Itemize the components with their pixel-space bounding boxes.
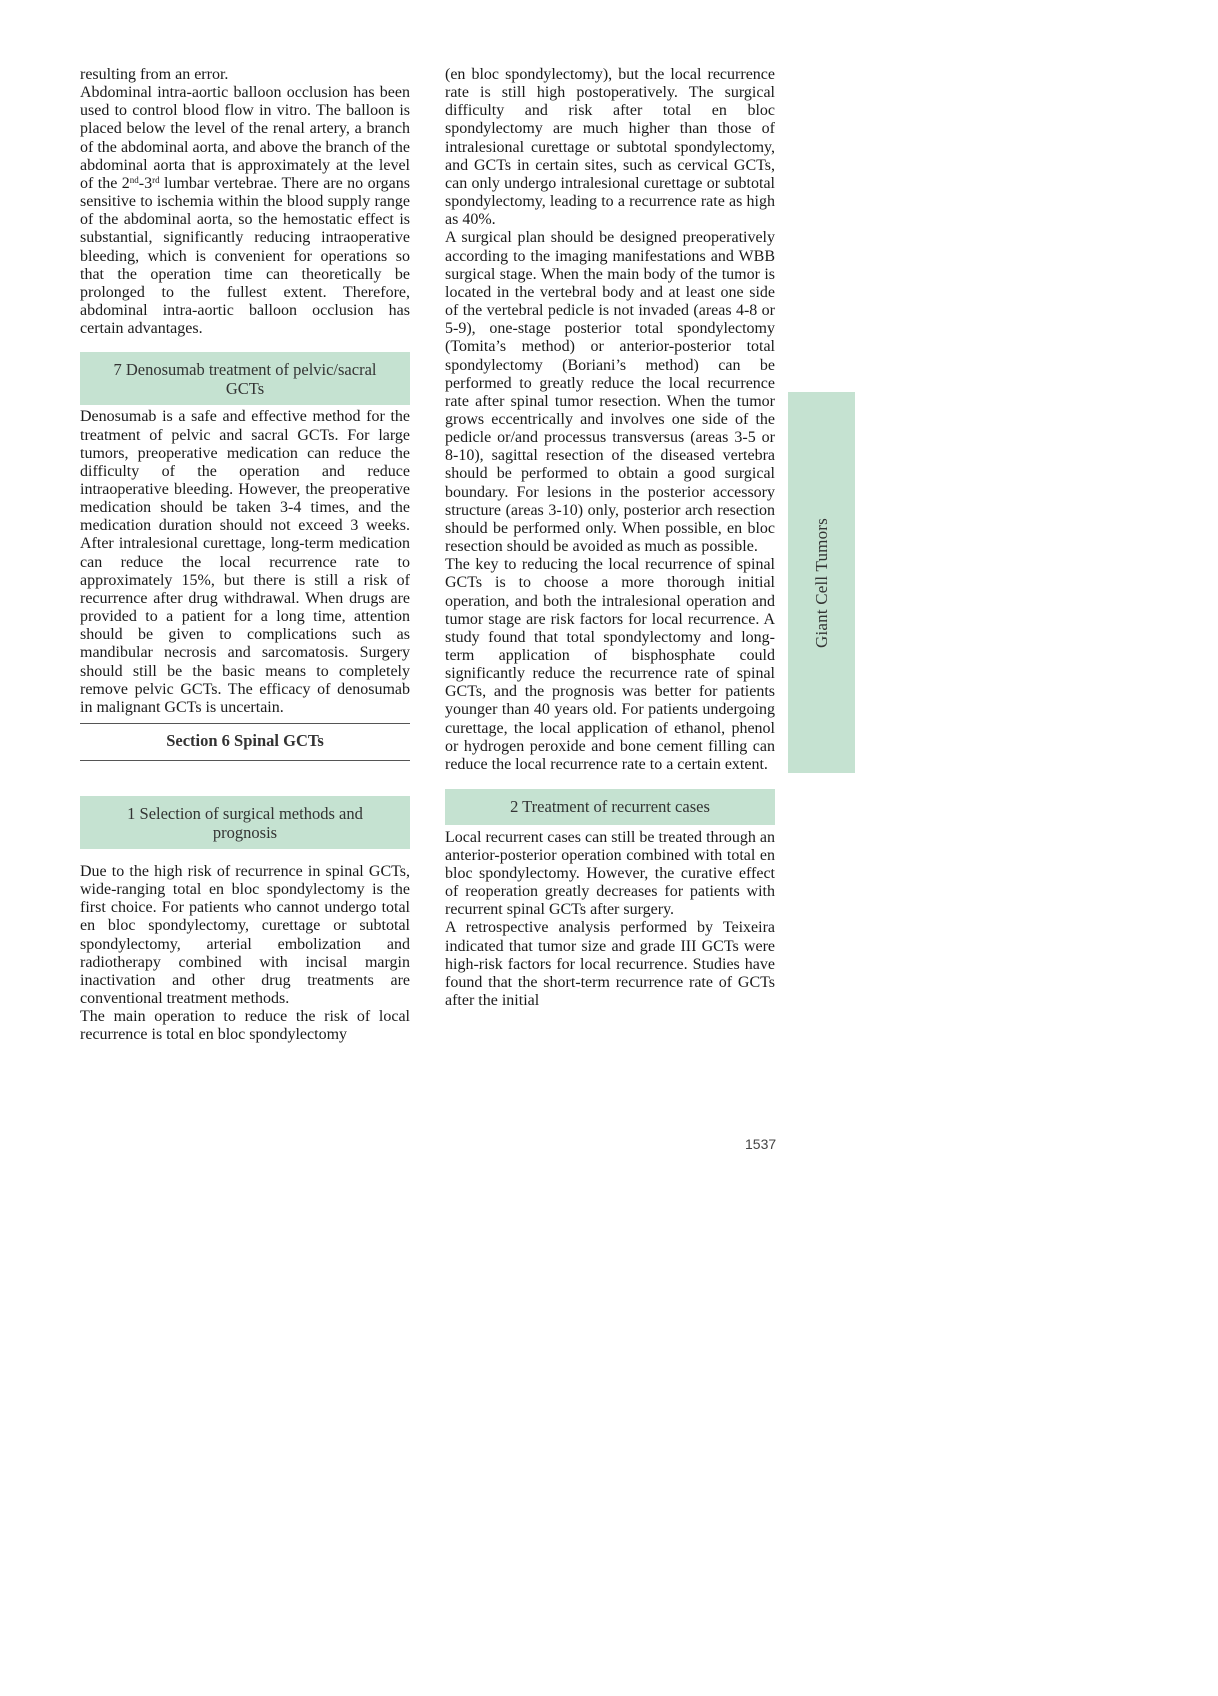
right-paragraph-1: (en bloc spondylectomy), but the local recurrence rate is still high postoperatively. The surgical difficulty and risk after total en bloc spondylectomy are much higher than those of intralesional curettage or subtotal spondylectomy, and GCTs in certain sites, such as cervical GCTs, can only undergo intralesional curettage or subtotal spondylectomy, leading to a recurrence rate as high as 40%. <box>445 66 775 229</box>
right-paragraph-4: Local recurrent cases can still be treated through an anterior-posterior operation combined with total en bloc spondylectomy. However, the curative effect of reoperation greatly decreases for patients with recurrent spinal GCTs after surgery. <box>445 828 775 919</box>
side-tab <box>788 392 855 773</box>
left-column <box>80 66 410 1045</box>
left-paragraph-4: Due to the high risk of recurrence in spinal GCTs, wide-ranging total en bloc spondylectomy is the first choice. For patients who cannot undergo total en bloc spondylectomy, curettage or subtotal spondylectomy, arterial embolization and radiotherapy combined with incisal margin inactivation and other drug treatments are conventional treatment methods. <box>80 863 410 1008</box>
heading-surgical-methods: 1 Selection of surgical methods and prognosis <box>80 796 410 849</box>
heading-recurrent-cases: 2 Treatment of recurrent cases <box>445 789 775 825</box>
left-paragraph-2-part-c: lumbar vertebrae. There are no organs sensitive to ischemia within the blood supply range of the abdominal aorta, so the hemostatic effect is substantial, significantly reducing intraoperative bleeding, which is convenient for operations so that the operation time can theoretically be prolonged to the fullest extent. Therefore, abdominal intra-aortic balloon occlusion has certain advantages. <box>80 174 410 338</box>
page-number: 1537 <box>745 1136 777 1152</box>
superscript-nd: nd <box>129 174 139 185</box>
right-paragraph-5: A retrospective analysis performed by Teixeira indicated that tumor size and grade III GCTs were high-risk factors for local recurrence. Studies have found that the short-term recurrence rate of GCTs after the initial <box>445 919 775 1009</box>
left-paragraph-2 <box>80 84 410 338</box>
left-paragraph-2-part-a: Abdominal intra-aortic balloon occlusion has been used to control blood flow in vitro. The balloon is placed below the level of the renal artery, a branch of the abdominal aorta, and above the branch of the abdominal aorta that is approximately at the level of the 2 <box>80 84 410 192</box>
left-paragraph-1: resulting from an error. <box>80 66 229 83</box>
left-paragraph-5: The main operation to reduce the risk of local recurrence is total en bloc spondylectomy <box>80 1008 410 1044</box>
right-paragraph-3: The key to reducing the local recurrence of spinal GCTs is to choose a more thorough initial operation, and both the intralesional operation and tumor stage are risk factors for local recurrence. A study found that total spondylectomy and long-term application of bisphosphate could significantly reduce the recurrence rate of spinal GCTs, and the prognosis was better for patients younger than 40 years old. For patients undergoing curettage, the local application of ethanol, phenol or hydrogen peroxide and bone cement filling can reduce the local recurrence rate to a certain extent. <box>445 556 775 773</box>
heading-denosumab: 7 Denosumab treatment of pelvic/sacral GCTs <box>80 352 410 405</box>
superscript-rd: rd <box>152 174 160 185</box>
left-paragraph-2-part-b: -3 <box>138 174 153 192</box>
side-tab-label: Giant Cell Tumors <box>811 517 831 648</box>
section-6-title: Section 6 Spinal GCTs <box>80 723 410 761</box>
left-paragraph-3: Denosumab is a safe and effective method for the treatment of pelvic and sacral GCTs. For large tumors, preoperative medication can reduce the difficulty of the operation and reduce intraoperative bleeding. However, the preoperative medication should be taken 3-4 times, and the medication duration should not exceed 3 weeks. After intralesional curettage, long-term medication can reduce the local recurrence rate to approximately 15%, but there is still a risk of recurrence after drug withdrawal. When drugs are provided to a patient for a long time, attention should be given to complications such as mandibular necrosis and sarcomatosis. Surgery should still be the basic means to completely remove pelvic GCTs. The efficacy of denosumab in malignant GCTs is uncertain. <box>80 408 410 716</box>
right-column <box>445 66 775 1010</box>
right-paragraph-2: A surgical plan should be designed preoperatively according to the imaging manifestations and WBB surgical stage. When the main body of the tumor is located in the vertebral body and at least one side of the vertebral pedicle is not invaded (areas 4-8 or 5-9), one-stage posterior total spondylectomy (Tomita’s method) or anterior-posterior total spondylectomy (Boriani’s method) can be performed to greatly reduce the local recurrence rate after spinal tumor resection. When the tumor grows eccentrically and involves one side of the pedicle or/and processus transversus (areas 3-5 or 8-10), sagittal resection of the diseased vertebra should be performed to obtain a good surgical boundary. For lesions in the posterior accessory structure (areas 3-10) only, posterior arch resection should be performed only. When possible, en bloc resection should be avoided as much as possible. <box>445 229 775 556</box>
